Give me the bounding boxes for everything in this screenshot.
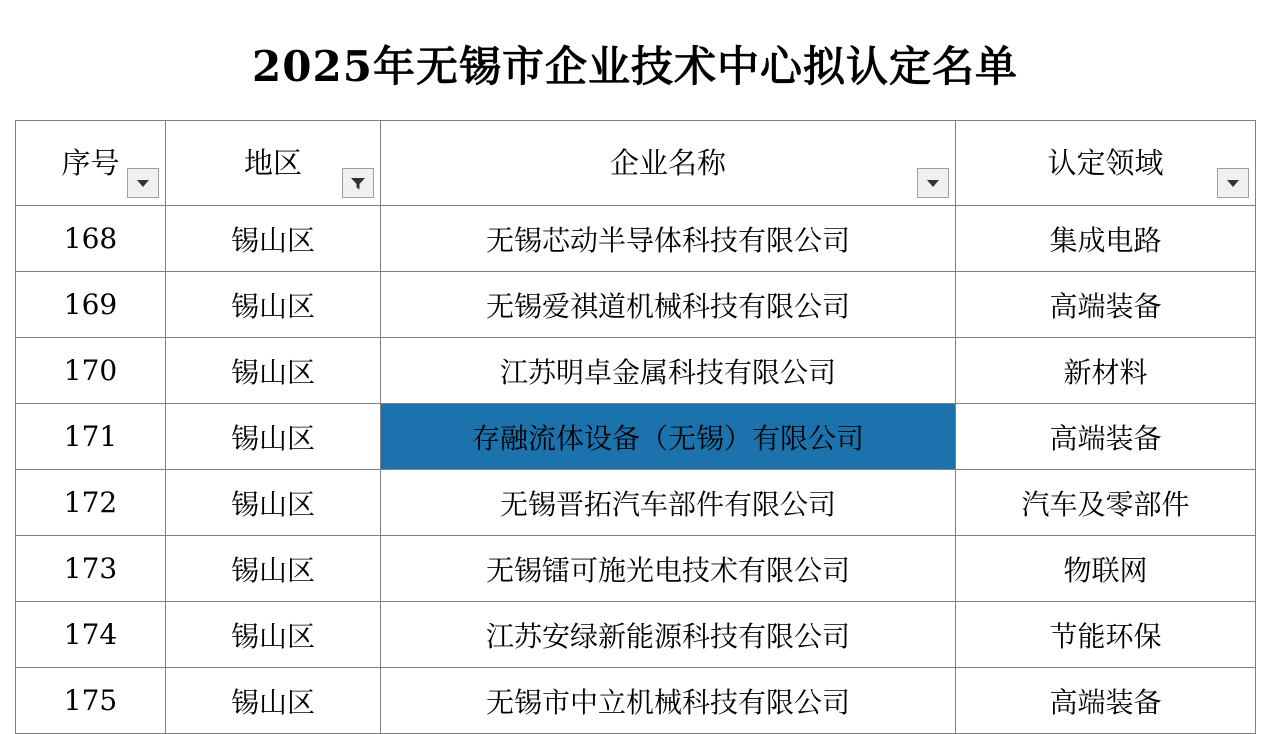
cell-seq[interactable]: 170 [16,338,166,404]
cell-area[interactable]: 锡山区 [166,536,381,602]
table-header-row [16,121,1256,206]
column-header-seq [16,121,166,206]
column-header-label: 地区 [243,146,302,180]
column-header-area [166,121,381,206]
cell-field[interactable]: 高端装备 [956,404,1256,470]
cell-enterprise-name[interactable]: 江苏明卓金属科技有限公司 [381,338,956,404]
funnel-icon[interactable] [342,168,374,198]
table-row[interactable] [16,338,1256,404]
cell-enterprise-name-selected[interactable]: 存融流体设备（无锡）有限公司 [381,404,956,470]
table-row[interactable] [16,602,1256,668]
approved-enterprise-table [15,120,1256,734]
cell-seq[interactable]: 175 [16,668,166,734]
cell-seq[interactable]: 169 [16,272,166,338]
cell-enterprise-name[interactable]: 无锡镭可施光电技术有限公司 [381,536,956,602]
cell-area[interactable]: 锡山区 [166,404,381,470]
cell-seq[interactable]: 171 [16,404,166,470]
cell-enterprise-name[interactable]: 无锡芯动半导体科技有限公司 [381,206,956,272]
column-header-label: 序号 [61,146,120,180]
cell-area[interactable]: 锡山区 [166,668,381,734]
cell-area[interactable]: 锡山区 [166,338,381,404]
cell-field[interactable]: 高端装备 [956,272,1256,338]
chevron-down-icon[interactable] [1217,168,1249,198]
table-body [16,206,1256,734]
cell-field[interactable]: 新材料 [956,338,1256,404]
chevron-down-icon[interactable] [917,168,949,198]
cell-enterprise-name[interactable]: 无锡爱祺道机械科技有限公司 [381,272,956,338]
cell-field[interactable]: 高端装备 [956,668,1256,734]
cell-field[interactable]: 节能环保 [956,602,1256,668]
cell-area[interactable]: 锡山区 [166,272,381,338]
table-row[interactable] [16,536,1256,602]
cell-seq[interactable]: 174 [16,602,166,668]
chevron-down-icon[interactable] [127,168,159,198]
table-row[interactable] [16,404,1256,470]
table-row[interactable] [16,470,1256,536]
table-row[interactable] [16,206,1256,272]
cell-field[interactable]: 汽车及零部件 [956,470,1256,536]
cell-area[interactable]: 锡山区 [166,470,381,536]
cell-seq[interactable]: 173 [16,536,166,602]
table-row[interactable] [16,272,1256,338]
column-header-enterprise-name [381,121,956,206]
cell-field[interactable]: 集成电路 [956,206,1256,272]
cell-seq[interactable]: 168 [16,206,166,272]
cell-enterprise-name[interactable]: 无锡市中立机械科技有限公司 [381,668,956,734]
cell-area[interactable]: 锡山区 [166,206,381,272]
column-header-label: 企业名称 [609,146,726,180]
cell-enterprise-name[interactable]: 无锡晋拓汽车部件有限公司 [381,470,956,536]
cell-field[interactable]: 物联网 [956,536,1256,602]
cell-seq[interactable]: 172 [16,470,166,536]
cell-area[interactable]: 锡山区 [166,602,381,668]
page-title: 2025年无锡市企业技术中心拟认定名单 [252,42,1018,91]
column-header-label: 认定领域 [1047,146,1164,180]
column-header-field [956,121,1256,206]
cell-enterprise-name[interactable]: 江苏安绿新能源科技有限公司 [381,602,956,668]
table-header [16,121,1256,206]
table-row[interactable] [16,668,1256,734]
